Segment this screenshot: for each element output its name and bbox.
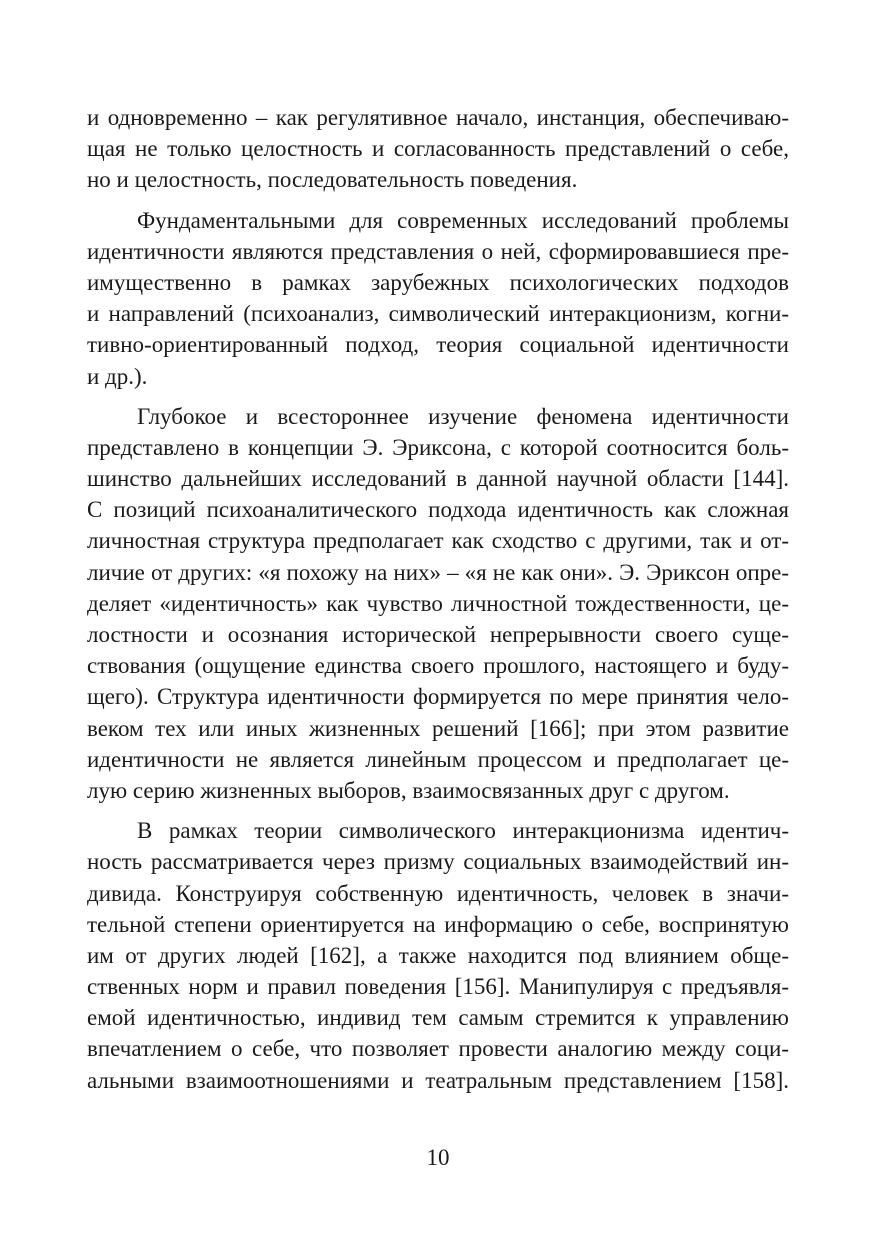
text-line: и др.). [87, 363, 148, 389]
text-line: им от других людей [162], а также находится под влиянием обще- [87, 942, 789, 968]
text-line: Фундаментальными для современных исследований проблемы [137, 207, 789, 233]
text-line: альными взаимоотношениями и театральным представлением [158]. [87, 1067, 789, 1093]
text-line: идентичности не является линейным процессом и предполагает це- [87, 746, 789, 772]
text-line: и направлений (психоанализ, символический интеракционизм, когни- [87, 301, 789, 327]
paragraph-3 [87, 401, 789, 806]
text-line: личностная структура предполагает как сходство с другими, так и от- [87, 528, 789, 554]
text-line: личие от других: «я похожу на них» – «я не как они». Э. Эриксон опре- [87, 559, 789, 585]
text-line: лостности и осознания исторической непрерывности своего суще- [87, 622, 789, 647]
paragraph-4 [87, 815, 789, 1096]
page-number: 10 [426, 1145, 450, 1170]
text-line: деляет «идентичность» как чувство личностной тождественности, це- [87, 590, 789, 616]
body-text [87, 102, 789, 1105]
text-line: имущественно в рамках зарубежных психологических подходов [87, 269, 789, 295]
text-line: ность рассматривается через призму социальных взаимодействий ин- [87, 849, 789, 875]
text-line: лую серию жизненных выборов, взаимосвязанных друг с другом. [87, 777, 730, 803]
paragraph-2 [87, 205, 789, 392]
text-line: впечатлением о себе, что позволяет провести аналогию между соци- [87, 1036, 789, 1062]
text-line: веком тех или иных жизненных решений [166]; при этом развитие [87, 715, 789, 741]
text-line: тельной степени ориентируется на информацию о себе, воспринятую [87, 911, 789, 937]
text-line: шинство дальнейших исследований в данной научной области [144]. [87, 466, 789, 492]
text-line: емой идентичностью, индивид тем самым стремится к управлению [87, 1005, 789, 1031]
text-line: В рамках теории символического интеракционизма идентич- [137, 818, 789, 844]
text-line: С позиций психоаналитического подхода идентичность как сложная [87, 497, 789, 523]
text-line: и одновременно – как регулятивное начало, инстанция, обеспечиваю- [87, 105, 789, 130]
text-line: дивида. Конструируя собственную идентичность, человек в значи- [87, 880, 789, 906]
text-line: Глубокое и всестороннее изучение феномена идентичности [137, 403, 789, 429]
text-line: представлено в концепции Э. Эриксона, с которой соотносится боль- [87, 434, 789, 460]
text-line: но и целостность, последовательность поведения. [87, 167, 578, 193]
paragraph-1 [87, 102, 789, 196]
text-line: идентичности являются представления о ней, сформировавшиеся пре- [87, 238, 789, 264]
text-line: ствования (ощущение единства своего прошлого, настоящего и буду- [87, 653, 789, 679]
text-line: щего). Структура идентичности формируется по мере принятия чело- [87, 684, 789, 710]
text-line: ственных норм и правил поведения [156]. Манипулируя с предъявля- [87, 974, 789, 1000]
text-line: щая не только целостность и согласованность представлений о себе, [87, 136, 789, 162]
text-line: тивно-ориентированный подход, теория социальной идентичности [87, 332, 789, 358]
